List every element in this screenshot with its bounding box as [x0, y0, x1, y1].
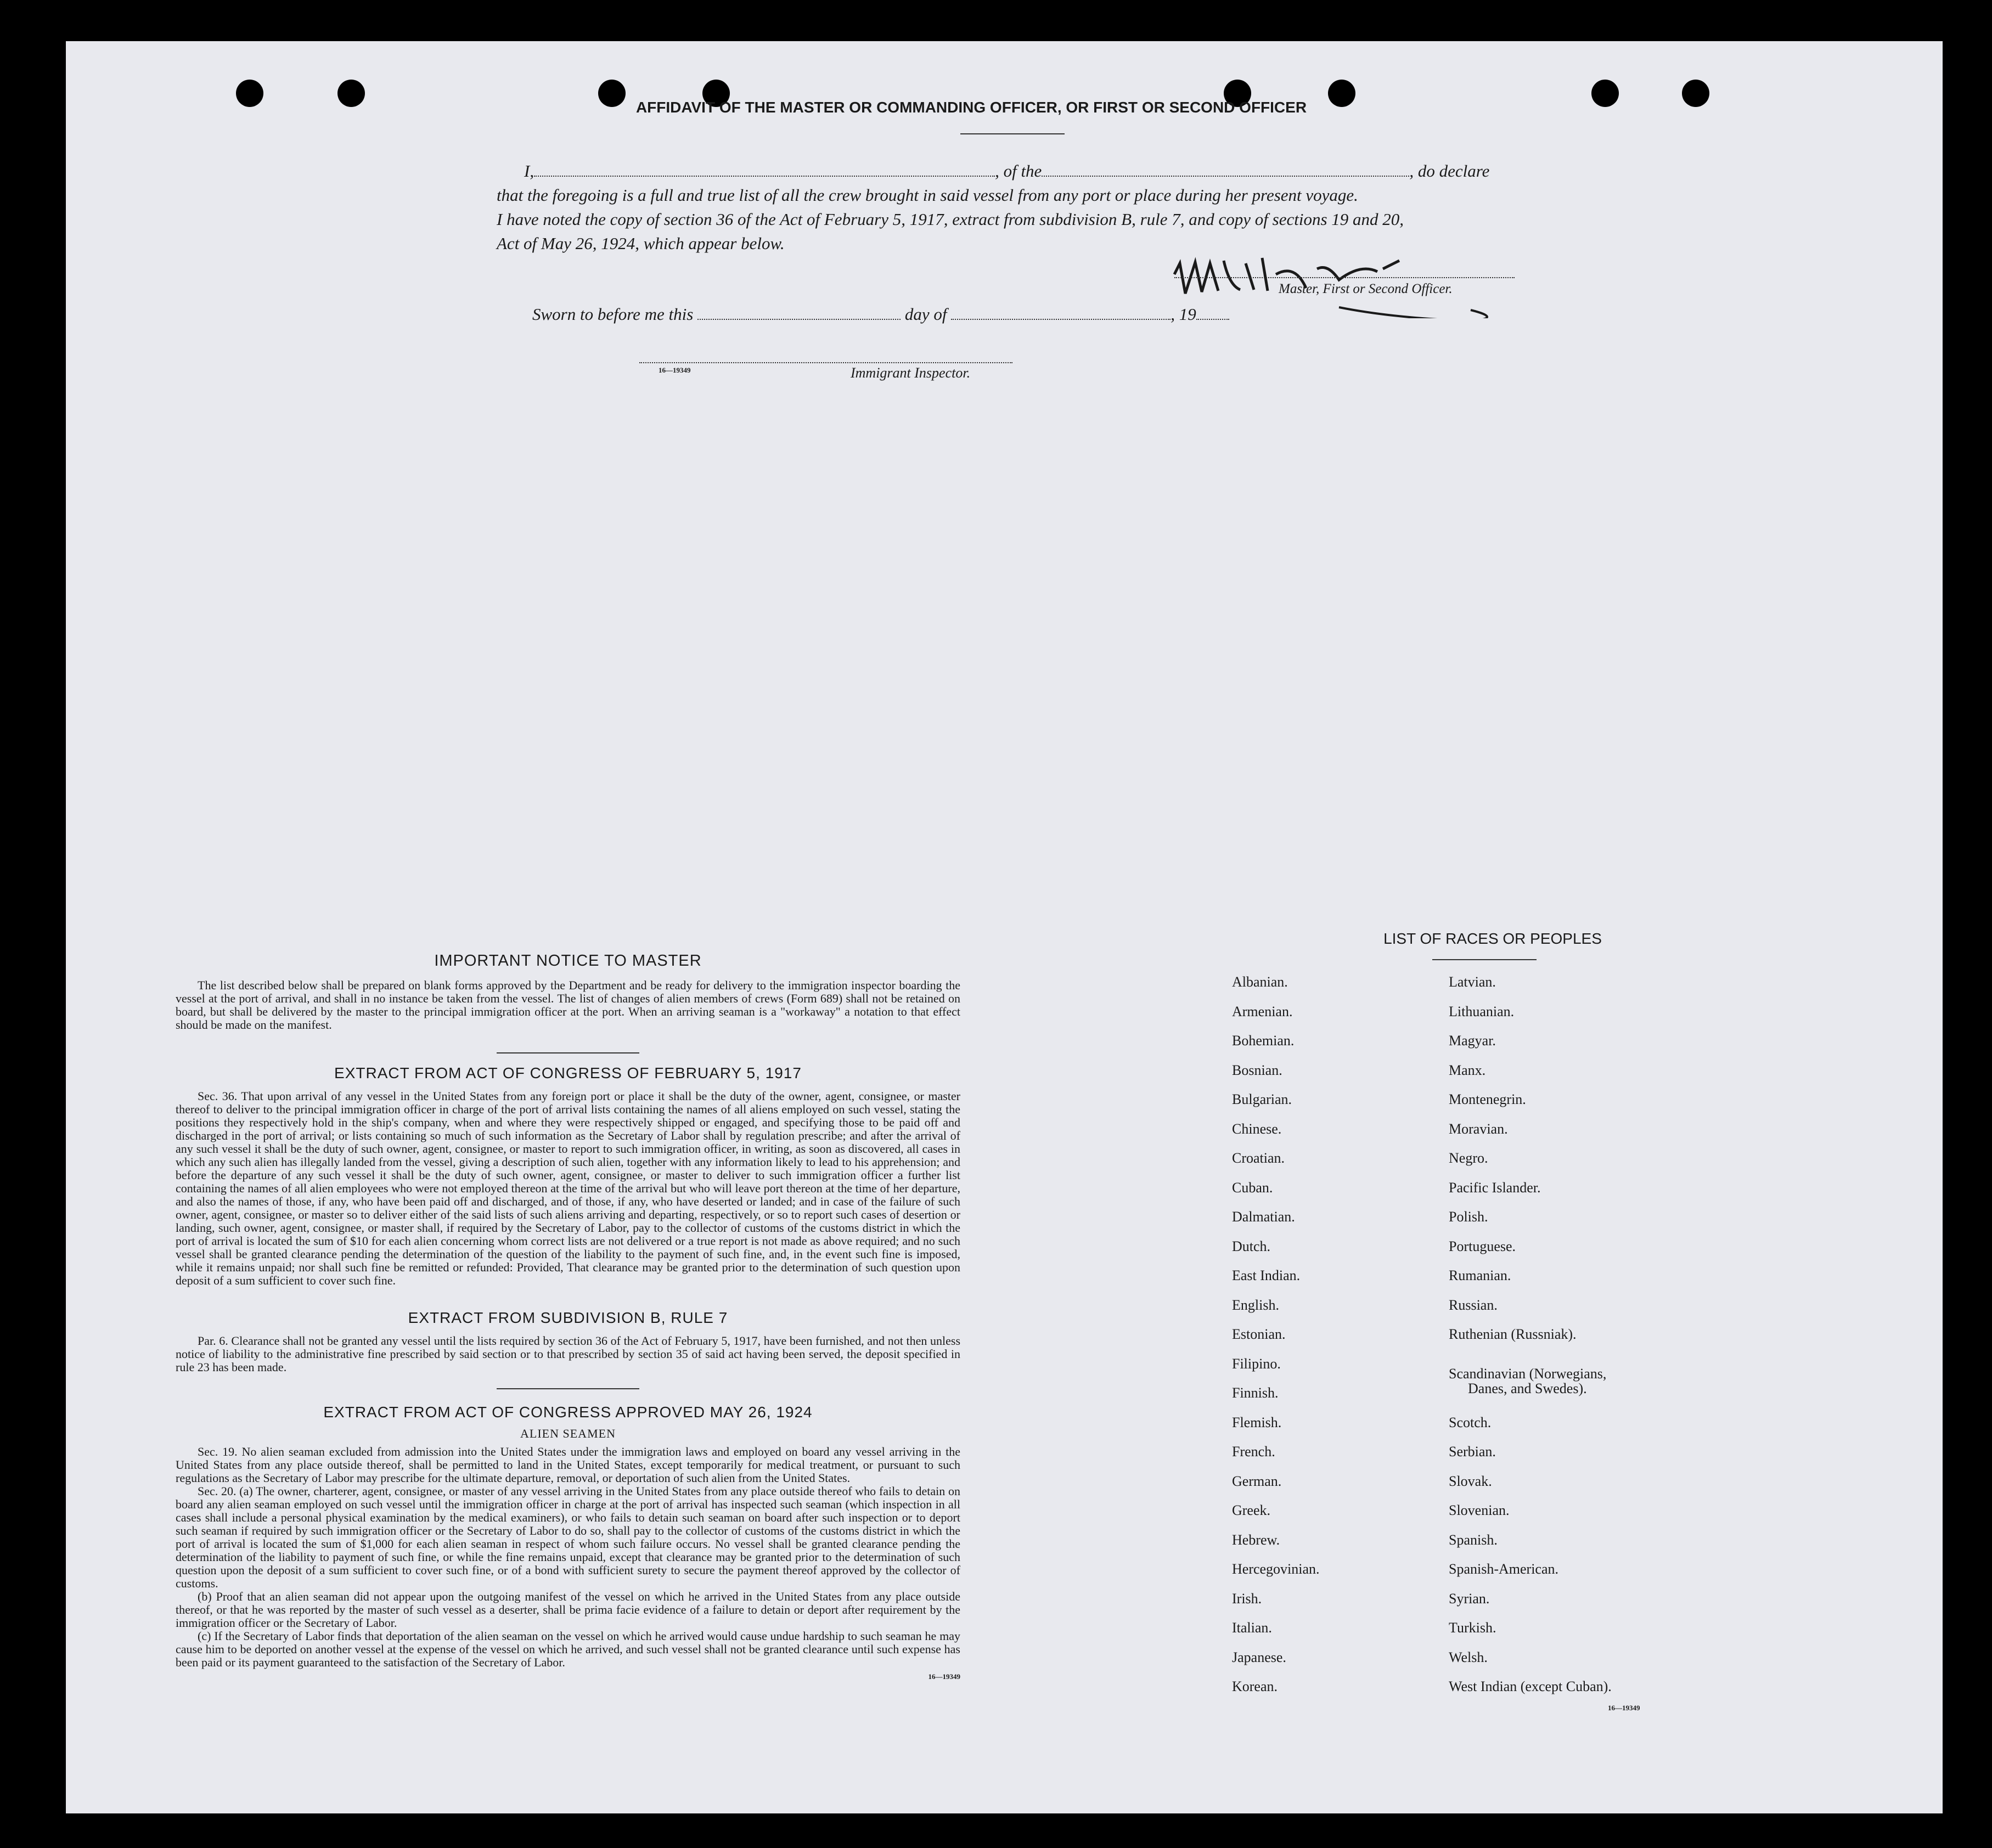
race-item: Dalmatian.: [1232, 1209, 1295, 1225]
sworn-line: [532, 305, 1229, 324]
affidavit-i: I,: [524, 161, 534, 181]
race-item: Bosnian.: [1232, 1062, 1282, 1078]
race-item: Lithuanian.: [1449, 1003, 1515, 1019]
sworn-date-blank[interactable]: [697, 319, 901, 320]
race-item: Estonian.: [1232, 1326, 1286, 1342]
race-item: Italian.: [1232, 1620, 1272, 1636]
document-page: [66, 41, 1943, 1813]
race-item: Filipino.: [1232, 1355, 1281, 1372]
race-item: Cuban.: [1232, 1179, 1273, 1196]
signature-line: [1174, 277, 1515, 278]
affidavit-line-1: [497, 159, 1638, 183]
race-item: East Indian.: [1232, 1267, 1301, 1283]
race-item: Moravian.: [1449, 1120, 1508, 1137]
race-item: Serbian.: [1449, 1444, 1496, 1460]
race-item: French.: [1232, 1444, 1275, 1460]
race-item: Bulgarian.: [1232, 1091, 1292, 1107]
race-item: Spanish.: [1449, 1531, 1498, 1548]
extract-rule7-body: Par. 6. Clearance shall not be granted any vessel until the lists required by section 36 of the Act of February 5, 1917, have been furnished, and not then unless notice of liability to the administrative fine prescribed by said section or to that prescribed by section 35 of said act having been served, the deposit specified in rule 23 has been made.: [176, 1334, 960, 1374]
sec20a-body: Sec. 20. (a) The owner, charterer, agent, consignee, or master of any vessel arriving in the United States from any place outside thereof who fails to detain on board any alien seaman employed on such vessel until the immigration officer in charge at the port of arrival has inspected such seaman (which inspection in all cases shall include a personal physical examination by the medical examiners), or who fails to detain such seaman on board after such inspection or to deport such seaman if required by such immigration officer or the Secretary of Labor to do so, shall pay to the collector of customs of the customs district in which the port of arrival is located the sum of $1,000 for each alien seaman in respect of whom such failure occurs. No vessel shall be granted clearance pending the determination of the liability to payment of such fine, or while the fine remains unpaid, except that clearance may be granted prior to the determination of such question upon the deposit of a sum sufficient to cover such fine, or of a bond with sufficient surety to secure the payment thereof approved by the collector of customs.: [176, 1484, 960, 1590]
race-item: Bohemian.: [1232, 1033, 1295, 1049]
sworn-month-blank[interactable]: [951, 319, 1171, 320]
divider: [497, 1388, 639, 1389]
race-item: Russian.: [1449, 1297, 1498, 1313]
race-item: Slovak.: [1449, 1473, 1492, 1489]
race-item: Scandinavian (Norwegians,: [1449, 1366, 1607, 1382]
sec20b-body: (b) Proof that an alien seaman did not appear upon the outgoing manifest of the vessel on which he arrived in the United States from any place outside thereof, or that he was reported by the master of such vessel as a deserter, shall be prima facie evidence of a failure to detain or deport after requirement by the immigration officer or the Secretary of Labor.: [176, 1590, 960, 1630]
sec20c-body: (c) If the Secretary of Labor finds that deportation of the alien seaman on the vessel on which he arrived would cause undue hardship to such seaman he may cause him to be deported on another vessel at the expense of the vessel on which he arrived, and such vessel shall not be granted clearance until such expense has been paid or its payment guaranteed to the satisfaction of the Secretary of Labor.: [176, 1629, 960, 1669]
affidavit-line-4: Act of May 26, 1924, which appear below.: [497, 234, 785, 253]
sec19-body: Sec. 19. No alien seaman excluded from admission into the United States under the immigration laws and employed on board any vessel arriving in the United States from any place outside thereof, shall be permitted to land in the United States, except temporarily for medical treatment, or pursuant to such regulations as the Secretary of Labor may prescribe for the ultimate departure, removal, or deportation of such alien from the United States.: [176, 1445, 960, 1485]
race-item: Syrian.: [1449, 1590, 1490, 1607]
race-item: Slovenian.: [1449, 1502, 1510, 1518]
affidavit-declare: , do declare: [1409, 161, 1490, 181]
race-item: Welsh.: [1449, 1649, 1488, 1665]
race-item: Armenian.: [1232, 1003, 1293, 1019]
race-item: English.: [1232, 1297, 1279, 1313]
divider: [497, 1052, 639, 1053]
affidavit-line-3: I have noted the copy of section 36 of the Act of February 5, 1917, extract from subdivision B, rule 7, and copy of sections 19 and 20,: [497, 210, 1404, 229]
race-item: Dutch.: [1232, 1238, 1271, 1254]
punch-hole: [337, 80, 365, 107]
sworn-prefix: Sworn to before me this: [532, 305, 694, 324]
race-item: Rumanian.: [1449, 1267, 1511, 1283]
notice-body: The list described below shall be prepared on blank forms approved by the Department and be ready for delivery to the immigration inspector boarding the vessel at the port of arrival, and shall in no instance be taken from the vessel. The list of changes of alien members of crews (Form 689) shall not be retained on board, but shall be delivered by the master to the principal immigration officer at the port. When an arriving seaman is a "workaway" a notation to that effect should be made on the manifest.: [176, 978, 960, 1032]
race-item: Albanian.: [1232, 974, 1288, 990]
affidavit-line-2: that the foregoing is a full and true list of all the crew brought in said vessel from any port or place during her present voyage.: [497, 185, 1358, 205]
extract-rule7-title: EXTRACT FROM SUBDIVISION B, RULE 7: [408, 1309, 728, 1326]
notice-title: IMPORTANT NOTICE TO MASTER: [434, 952, 702, 970]
race-item: Negro.: [1449, 1150, 1488, 1166]
extract-1924-subtitle: ALIEN SEAMEN: [520, 1427, 616, 1440]
race-item: Pacific Islander.: [1449, 1179, 1541, 1196]
affidavit-of-the: , of the: [995, 161, 1042, 181]
races-title: LIST OF RACES OR PEOPLES: [1383, 930, 1602, 947]
divider: [1432, 959, 1537, 960]
race-item: Finnish.: [1232, 1385, 1279, 1401]
sworn-year: , 19: [1171, 305, 1196, 324]
race-item: Scotch.: [1449, 1414, 1492, 1430]
race-item: German.: [1232, 1473, 1282, 1489]
race-item: Flemish.: [1232, 1414, 1282, 1430]
race-item: Polish.: [1449, 1209, 1488, 1225]
punch-hole: [1591, 80, 1619, 107]
race-item: Manx.: [1449, 1062, 1486, 1078]
races-right-column: [1449, 974, 1734, 1742]
race-item: Irish.: [1232, 1590, 1262, 1607]
race-item: Hercegovinian.: [1232, 1561, 1320, 1577]
race-item: Japanese.: [1232, 1649, 1286, 1665]
affidavit-title: AFFIDAVIT OF THE MASTER OR COMMANDING OFFICER, OR FIRST OR SECOND OFFICER: [635, 99, 1307, 116]
form-number: 16—19349: [1608, 1704, 1640, 1712]
form-number: 16—19349: [928, 1672, 960, 1681]
race-item: Montenegrin.: [1449, 1091, 1526, 1107]
punch-hole: [1682, 80, 1709, 107]
race-item: Magyar.: [1449, 1033, 1496, 1049]
punch-hole: [236, 80, 263, 107]
race-item: Croatian.: [1232, 1150, 1285, 1166]
race-item: Portuguese.: [1449, 1238, 1516, 1254]
notice-column: [176, 952, 960, 1681]
race-item: Spanish-American.: [1449, 1561, 1559, 1577]
signature-caption: Master, First or Second Officer.: [1279, 281, 1453, 296]
extract-1917-title: EXTRACT FROM ACT OF CONGRESS OF FEBRUARY 5, 1917: [334, 1064, 802, 1081]
race-item: Chinese.: [1232, 1120, 1282, 1137]
race-item: Turkish.: [1449, 1620, 1496, 1636]
race-item: Korean.: [1232, 1678, 1278, 1694]
race-item: Ruthenian (Russniak).: [1449, 1326, 1577, 1342]
extract-1924-title: EXTRACT FROM ACT OF CONGRESS APPROVED MAY 26, 1924: [323, 1404, 813, 1421]
race-item: West Indian (except Cuban).: [1449, 1678, 1612, 1694]
vessel-blank[interactable]: [1042, 176, 1409, 177]
divider: [960, 133, 1065, 134]
sworn-day-of: day of: [904, 305, 947, 324]
extract-1917-body: Sec. 36. That upon arrival of any vessel in the United States from any foreign port or place it shall be the duty of the owner, agent, consignee, or master thereof to deliver to the principal immigration officer in charge of the port of arrival lists containing the names of all aliens employed on such vessel, stating the positions they respectively hold in the ship's company, when and where they were respectively shipped or engaged, and specifying those to be paid off and discharged in the port of arrival; or lists containing so much of such information as the Secretary of Labor shall by regulation prescribe; and after the arrival of any such vessel it shall be the duty of such owner, agent, consignee, or master to report to such immigration officer, in writing, as soon as discovered, all cases in which any such alien has illegally landed from the vessel, giving a description of such alien, together with any information likely to lead to his apprehension; and before the departure of any such vessel it shall be the duty of such owner, agent, consignee, or master to deliver to such immigration officer a further list containing the names of all alien employees who were not employed thereon at the time of the arrival but who will leave port thereon at the time of her departure, and also the names of those, if any, who have been paid off and discharged, and of those, if any, who have deserted or landed; and in case of the failure of such owner, agent, consignee, or master so to deliver either of the said lists of such aliens arriving and departing, respectively, or so to report such cases of desertion or landing, such owner, agent, consignee, or master shall, if required by the Secretary of Labor, pay to the collector of customs of the customs district in which the port of arrival is located the sum of $10 for each alien concerning whom correct lists are not delivered or a true report is not made as above required; and no such vessel shall be granted clearance pending the determination of the question of the liability to the payment of such fine, and, in the event such fine is imposed, while it remains unpaid; nor shall such fine be remitted or refunded: Provided, That clearance may be granted prior to the determination of such question upon deposit of a sum sufficient to cover such fine.: [176, 1089, 960, 1287]
sworn-year-blank[interactable]: [1196, 319, 1229, 320]
race-item: Hebrew.: [1232, 1531, 1280, 1548]
name-blank[interactable]: [534, 176, 995, 177]
inspector-line: [639, 362, 1012, 363]
form-number: 16—19349: [659, 366, 691, 374]
race-item: Latvian.: [1449, 974, 1496, 990]
race-item: Danes, and Swedes).: [1468, 1380, 1587, 1396]
races-left-column: [1232, 974, 1440, 1742]
inspector-caption: Immigrant Inspector.: [851, 365, 971, 381]
race-item: Greek.: [1232, 1502, 1271, 1518]
